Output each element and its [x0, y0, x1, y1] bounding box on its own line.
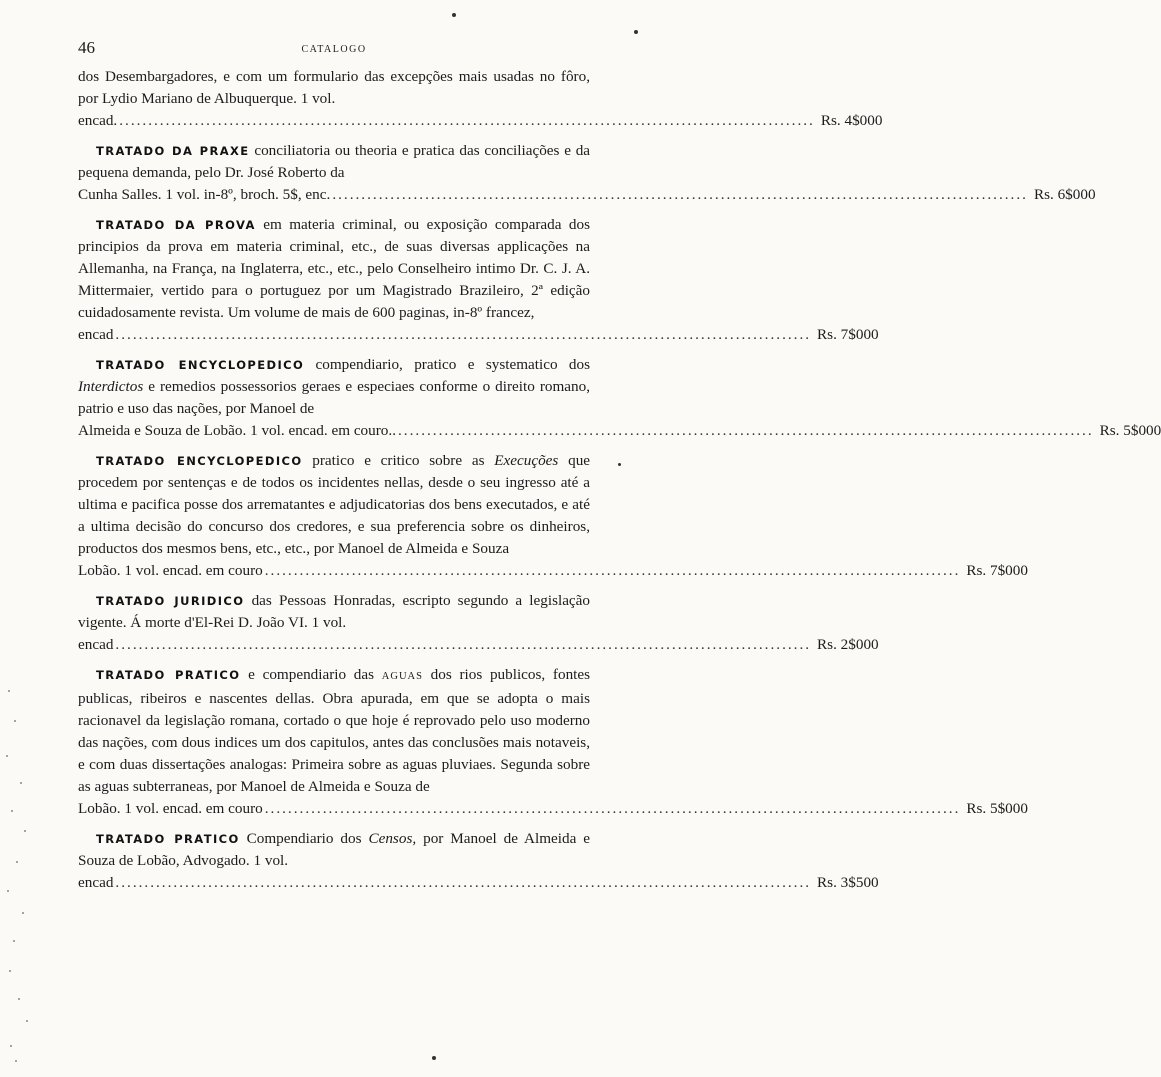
catalog-page — [78, 38, 1161, 902]
entry-body-post: por Manoel de Almeida e Souza de Lobão, Advogado. 1 vol. — [78, 830, 591, 869]
running-title: CATALOGO — [301, 44, 367, 55]
leader-dots: ........................................................................................................................ — [115, 636, 812, 653]
entry-body-pre: Compendiario dos — [246, 830, 362, 847]
entry-price: Rs. 2$000 — [817, 636, 879, 653]
entry-price: Rs. 3$500 — [817, 874, 879, 891]
leader-dots: ........................................................................................................................ — [115, 326, 812, 343]
leader-dots: ........................................................................................................................ — [264, 800, 961, 817]
entry-last-line: encad — [78, 326, 114, 343]
entry-body-pre: compendiario, pratico e systematico dos — [315, 356, 590, 373]
entry-headword: TRATADO PRATICO — [96, 668, 241, 682]
entry-body-post: e remedios possessorios geraes e especiaes conforme o direito romano, patrio e uso das nações, por Manoel de — [78, 378, 591, 417]
catalog-entry — [78, 590, 879, 656]
catalog-entry — [78, 828, 879, 894]
entry-body-pre: e compendiario das — [248, 666, 375, 683]
entry-headword: TRATADO ENCYCLOPEDICO — [96, 454, 303, 468]
entry-body: conciliatoria ou theoria e pratica das conciliações e da pequena demanda, pelo Dr. José Roberto da — [78, 142, 591, 181]
leader-dots: ........................................................................................................................ — [332, 186, 1028, 203]
catalog-entry — [78, 140, 1096, 206]
entry-body: das Pessoas Honradas, escripto segundo a legislação vigente. Á morte d'El-Rei D. João VI. 1 vol. — [78, 592, 591, 631]
entry-price: Rs. 5$000 — [1099, 422, 1161, 439]
entry-italic-term: Execuções — [494, 452, 559, 469]
margin-specks — [2, 680, 42, 1070]
catalog-entry — [78, 66, 883, 132]
entry-last-line: Lobão. 1 vol. encad. em couro — [78, 800, 263, 817]
entry-last-line: encad — [78, 874, 114, 891]
entry-headword: TRATADO DA PROVA — [96, 218, 256, 232]
entry-last-line: Lobão. 1 vol. encad. em couro — [78, 562, 263, 579]
leader-dots: ........................................................................................................................ — [398, 422, 1094, 439]
entry-italic-term: Interdictos — [78, 378, 144, 395]
entry-price: Rs. 6$000 — [1033, 186, 1096, 203]
entry-smallcaps-term: AGUAS — [381, 671, 423, 682]
catalog-entry — [78, 664, 1028, 820]
catalog-entry — [78, 214, 879, 346]
entry-headword: TRATADO ENCYCLOPEDICO — [96, 358, 305, 372]
entry-last-line: Almeida e Souza de Lobão. 1 vol. encad. em couro.. — [78, 422, 396, 439]
entry-price: Rs. 5$000 — [966, 800, 1028, 817]
leader-dots: ........................................................................................................................ — [264, 562, 961, 579]
entry-price: Rs. 7$000 — [817, 326, 879, 343]
catalog-entry — [78, 450, 1028, 582]
page-number: 46 — [78, 38, 95, 57]
entry-body-pre: pratico e critico sobre as — [312, 452, 485, 469]
entry-headword: TRATADO DA PRAXE — [96, 144, 250, 158]
running-head — [78, 38, 590, 64]
entry-headword: TRATADO JURIDICO — [96, 594, 245, 608]
leader-dots: ........................................................................................................................ — [119, 112, 815, 129]
entry-headword: TRATADO PRATICO — [96, 832, 240, 846]
entry-price: Rs. 4$000 — [820, 112, 883, 129]
entry-price: Rs. 7$000 — [966, 562, 1028, 579]
catalog-entry — [78, 354, 1161, 442]
entry-body-post: dos rios publicos, fontes publicas, ribeiros e nascentes dellas. Obra apurada, em que se adopta o mais racionavel da legislação romana, cortado o que hoje é reprovado pelo uso moderno das nações, com dous indices um dos capitulos, antes das conclusões mais notaveis, e com duas dissertações analogas: Primeira sobre as aguas pluviaes. Segunda sobre as aguas subterraneas, por Manoel de Almeida e Souza de — [78, 666, 591, 795]
entry-body-post: que procedem por sentenças e de todos os incidentes nellas, desde o seu ingresso até a ultima e pacifica posse dos arrematantes e adjudicatorias dos bens executados, e até a ultima decisão do concurso dos credores, e sua preferencia sobre os dinheiros, productos dos mesmos bens, etc., etc., por Manoel de Almeida e Souza — [78, 452, 591, 557]
entry-last-line: encad — [78, 636, 114, 653]
entry-last-line: encad. — [78, 112, 118, 129]
entry-last-line: Cunha Salles. 1 vol. in-8º, broch. 5$, enc. — [78, 186, 331, 203]
entry-body: dos Desembargadores, e com um formulario das excepções mais usadas no fôro, por Lydio Mariano de Albuquerque. 1 vol. — [78, 68, 590, 107]
leader-dots: ........................................................................................................................ — [115, 874, 812, 891]
entry-italic-term: Censos, — [368, 830, 417, 847]
entry-body: em materia criminal, ou exposição comparada dos principios da prova em materia criminal, etc., de suas diversas applicações na Allemanha, na França, na Inglaterra, etc., etc., pelo Conselheiro intimo Dr. C. J. A. Mittermaier, vertido para o portuguez por um Magistrado Brazileiro, 2ª edição cuidadosamente revista. Um volume de mais de 600 paginas, in-8º francez, — [78, 216, 591, 321]
